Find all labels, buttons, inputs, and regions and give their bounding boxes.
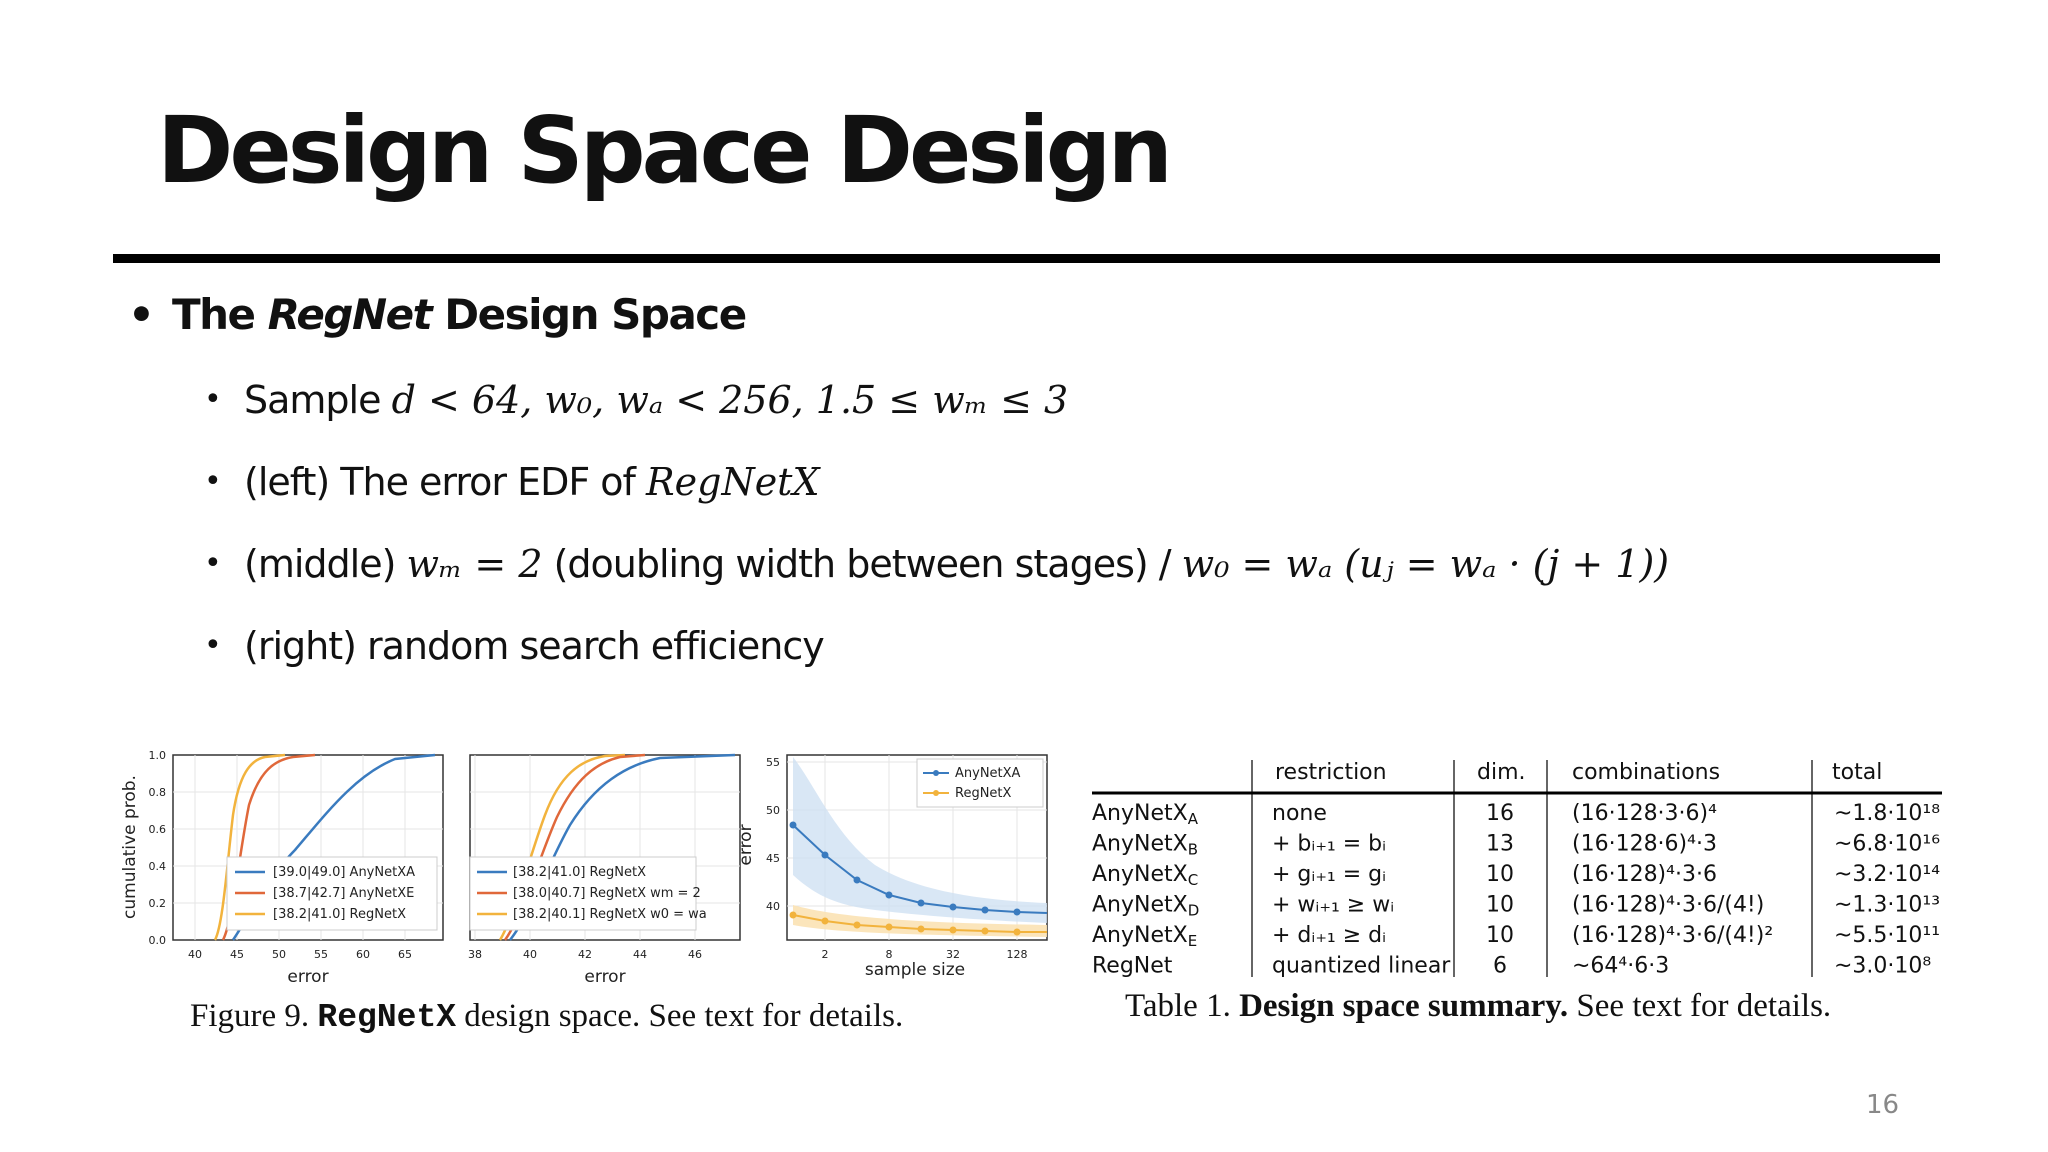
left-label: (left) The error EDF of (244, 460, 647, 504)
panel-right-ytick: 45 (766, 852, 780, 865)
panel-left-xtick: 60 (356, 948, 370, 961)
bullet-dot: • (204, 546, 221, 581)
right-label: (right) random search efficiency (244, 624, 824, 668)
table-caption-prefix: Table 1. (1125, 988, 1240, 1024)
table-cell-restriction: none (1272, 801, 1327, 826)
panel-middle-legend-2: [38.0|40.7] RegNetX wm = 2 (513, 886, 701, 901)
table-cell-total: ~6.8·10¹⁶ (1834, 831, 1941, 857)
table-cell-restriction: + bᵢ₊₁ = bᵢ (1272, 831, 1387, 857)
table-cell-restriction: + gᵢ₊₁ = gᵢ (1272, 862, 1387, 887)
panel-middle-legend-1: [38.2|41.0] RegNetX (513, 865, 646, 880)
table-row (1092, 923, 1940, 950)
figure-caption-suffix: design space. See text for details. (456, 998, 904, 1034)
middle-math-2: w₀ = wₐ (uⱼ = wₐ · (j + 1)) (1181, 542, 1670, 586)
right-point-anynetxa (822, 852, 829, 859)
table-cell-dim: 6 (1493, 953, 1507, 977)
table-row (1092, 801, 1940, 828)
table-cell-total: ~1.3·10¹³ (1834, 892, 1941, 918)
table-cell-combinations: (16·128)⁴·3·6 (1572, 862, 1717, 887)
sample-math: d < 64, w₀, wₐ < 256, 1.5 ≤ wₘ ≤ 3 (391, 378, 1069, 422)
panel-middle-legend-3: [38.2|40.1] RegNetX w0 = wa (513, 907, 707, 922)
table-cell-name: AnyNetXD (1092, 892, 1200, 920)
table-cell-dim: 10 (1486, 862, 1514, 887)
panel-right-xtick: 32 (946, 948, 960, 961)
main-bullet-suffix: Design Space (431, 290, 746, 339)
right-point-regnetx (790, 912, 797, 919)
right-point-anynetxa (982, 907, 989, 914)
panel-left-xtick: 40 (188, 948, 202, 961)
table-cell-name: RegNet (1092, 953, 1173, 977)
table-cell-total: ~3.2·10¹⁴ (1834, 862, 1941, 887)
right-point-anynetxa (886, 892, 893, 899)
table-caption-bold: Design space summary. (1239, 988, 1569, 1024)
right-point-anynetxa (918, 900, 925, 907)
left-math: RegNetX (646, 460, 820, 504)
table-row (1092, 832, 1940, 859)
panel-left-ytick: 0.6 (148, 823, 166, 836)
right-point-regnetx (854, 922, 861, 929)
right-point-anynetxa (950, 904, 957, 911)
panel-right-ylabel: error (736, 824, 756, 866)
table-row (1092, 893, 1940, 920)
panel-left-legend-1: [39.0|49.0] AnyNetXA (273, 865, 415, 880)
table-header-combinations: combinations (1572, 760, 1721, 785)
main-bullet-prefix: The (172, 290, 268, 339)
middle-math-1: wₘ = 2 (406, 542, 543, 586)
table-cell-restriction: + wᵢ₊₁ ≥ wᵢ (1272, 892, 1395, 918)
panel-right-xtick: 8 (885, 948, 893, 961)
table-cell-total: ~3.0·10⁸ (1834, 953, 1932, 977)
main-bullet (128, 290, 746, 339)
panel-right-legend-1: AnyNetXA (955, 766, 1021, 781)
panel-right-xtick: 2 (821, 948, 829, 961)
table-body (1092, 801, 1940, 977)
table-cell-restriction: quantized linear (1272, 953, 1451, 977)
panel-middle-xtick: 40 (523, 948, 537, 961)
panel-right-ytick: 50 (766, 804, 780, 817)
slide-title: Design Space Design (157, 97, 1170, 204)
panel-left-xtick: 45 (230, 948, 244, 961)
panel-right (736, 755, 1047, 980)
panel-middle-xlabel: error (584, 967, 626, 987)
table-cell-combinations: (16·128)⁴·3·6/(4!)² (1572, 923, 1774, 948)
table-caption-suffix: See text for details. (1568, 988, 1832, 1024)
page-number: 16 (1866, 1090, 1900, 1120)
bullet-dot: • (204, 464, 221, 499)
panel-left-xlabel: error (287, 967, 329, 987)
right-point-regnetx (822, 918, 829, 925)
table-cell-dim: 13 (1486, 831, 1514, 857)
panel-left-xtick: 65 (398, 948, 412, 961)
table-cell-dim: 10 (1486, 923, 1514, 948)
bullet-dot: • (204, 382, 221, 417)
right-point-regnetx (886, 924, 893, 931)
table-cell-combinations: (16·128·6)⁴·3 (1572, 831, 1717, 857)
table-cell-name: AnyNetXC (1092, 862, 1199, 889)
middle-label: (middle) (244, 542, 407, 586)
right-point-anynetxa (854, 877, 861, 884)
table-cell-combinations: (16·128·3·6)⁴ (1572, 801, 1717, 826)
middle-bullet (204, 542, 1669, 586)
right-point-anynetxa (790, 822, 797, 829)
bullet-dot: • (204, 628, 221, 663)
panel-middle-xtick: 46 (688, 948, 702, 961)
panel-middle-xtick: 38 (468, 948, 482, 961)
right-point-regnetx (982, 928, 989, 935)
table-header-dim: dim. (1477, 760, 1526, 785)
panel-left-ytick: 0.8 (148, 786, 166, 799)
table-row (1092, 954, 1931, 978)
panel-left (120, 749, 443, 987)
panel-left-ytick: 0.4 (148, 860, 166, 873)
title-rule (113, 254, 1940, 263)
table-header-restriction: restriction (1275, 760, 1387, 785)
sample-label: Sample (244, 378, 392, 422)
main-bullet-emph: RegNet (267, 290, 432, 339)
table-row (1092, 862, 1940, 889)
figure-caption-prefix: Figure 9. (190, 998, 318, 1034)
middle-text: (doubling width between stages) / (542, 542, 1182, 586)
table-cell-total: ~5.5·10¹¹ (1834, 923, 1941, 948)
right-point-anynetxa (1014, 909, 1021, 916)
table-cell-name: AnyNetXE (1092, 923, 1198, 950)
bullet-dot: • (128, 290, 154, 339)
sample-bullet (204, 378, 1068, 422)
panel-left-ylabel: cumulative prob. (120, 775, 140, 919)
right-point-regnetx (1014, 929, 1021, 936)
table-cell-dim: 10 (1486, 892, 1514, 918)
panel-left-xtick: 55 (314, 948, 328, 961)
table-cell-total: ~1.8·10¹⁸ (1834, 801, 1941, 826)
table-cell-name: AnyNetXA (1092, 801, 1198, 828)
panel-right-ytick: 55 (766, 756, 780, 769)
left-bullet (204, 460, 820, 504)
table-cell-combinations: ~64⁴·6·3 (1572, 953, 1670, 977)
panel-right-ytick: 40 (766, 900, 780, 913)
table-cell-combinations: (16·128)⁴·3·6/(4!) (1572, 892, 1765, 918)
panel-right-xtick: 128 (1006, 948, 1028, 961)
table-caption (1125, 988, 1831, 1025)
panel-left-legend-2: [38.7|42.7] AnyNetXE (273, 886, 415, 901)
panel-right-xlabel: sample size (864, 960, 966, 980)
panel-left-ytick: 1.0 (148, 749, 166, 762)
table-header-total: total (1832, 760, 1883, 785)
figure-caption (190, 998, 903, 1036)
design-space-table (1092, 752, 1942, 977)
table-cell-restriction: + dᵢ₊₁ ≥ dᵢ (1272, 923, 1387, 948)
table-cell-name: AnyNetXB (1092, 831, 1198, 859)
panel-middle-xtick: 42 (578, 948, 592, 961)
panel-left-ytick: 0.2 (148, 897, 166, 910)
figure-caption-bold: RegNetX (317, 999, 457, 1036)
table-cell-dim: 16 (1486, 801, 1514, 826)
panel-left-legend-3: [38.2|41.0] RegNetX (273, 907, 406, 922)
panel-middle-xtick: 44 (633, 948, 647, 961)
panel-middle (468, 755, 740, 987)
panel-left-xtick: 50 (272, 948, 286, 961)
panel-left-ytick: 0.0 (148, 934, 166, 947)
right-point-regnetx (950, 927, 957, 934)
right-point-regnetx (918, 926, 925, 933)
right-bullet (204, 624, 824, 668)
panel-right-legend-2: RegNetX (955, 786, 1012, 801)
